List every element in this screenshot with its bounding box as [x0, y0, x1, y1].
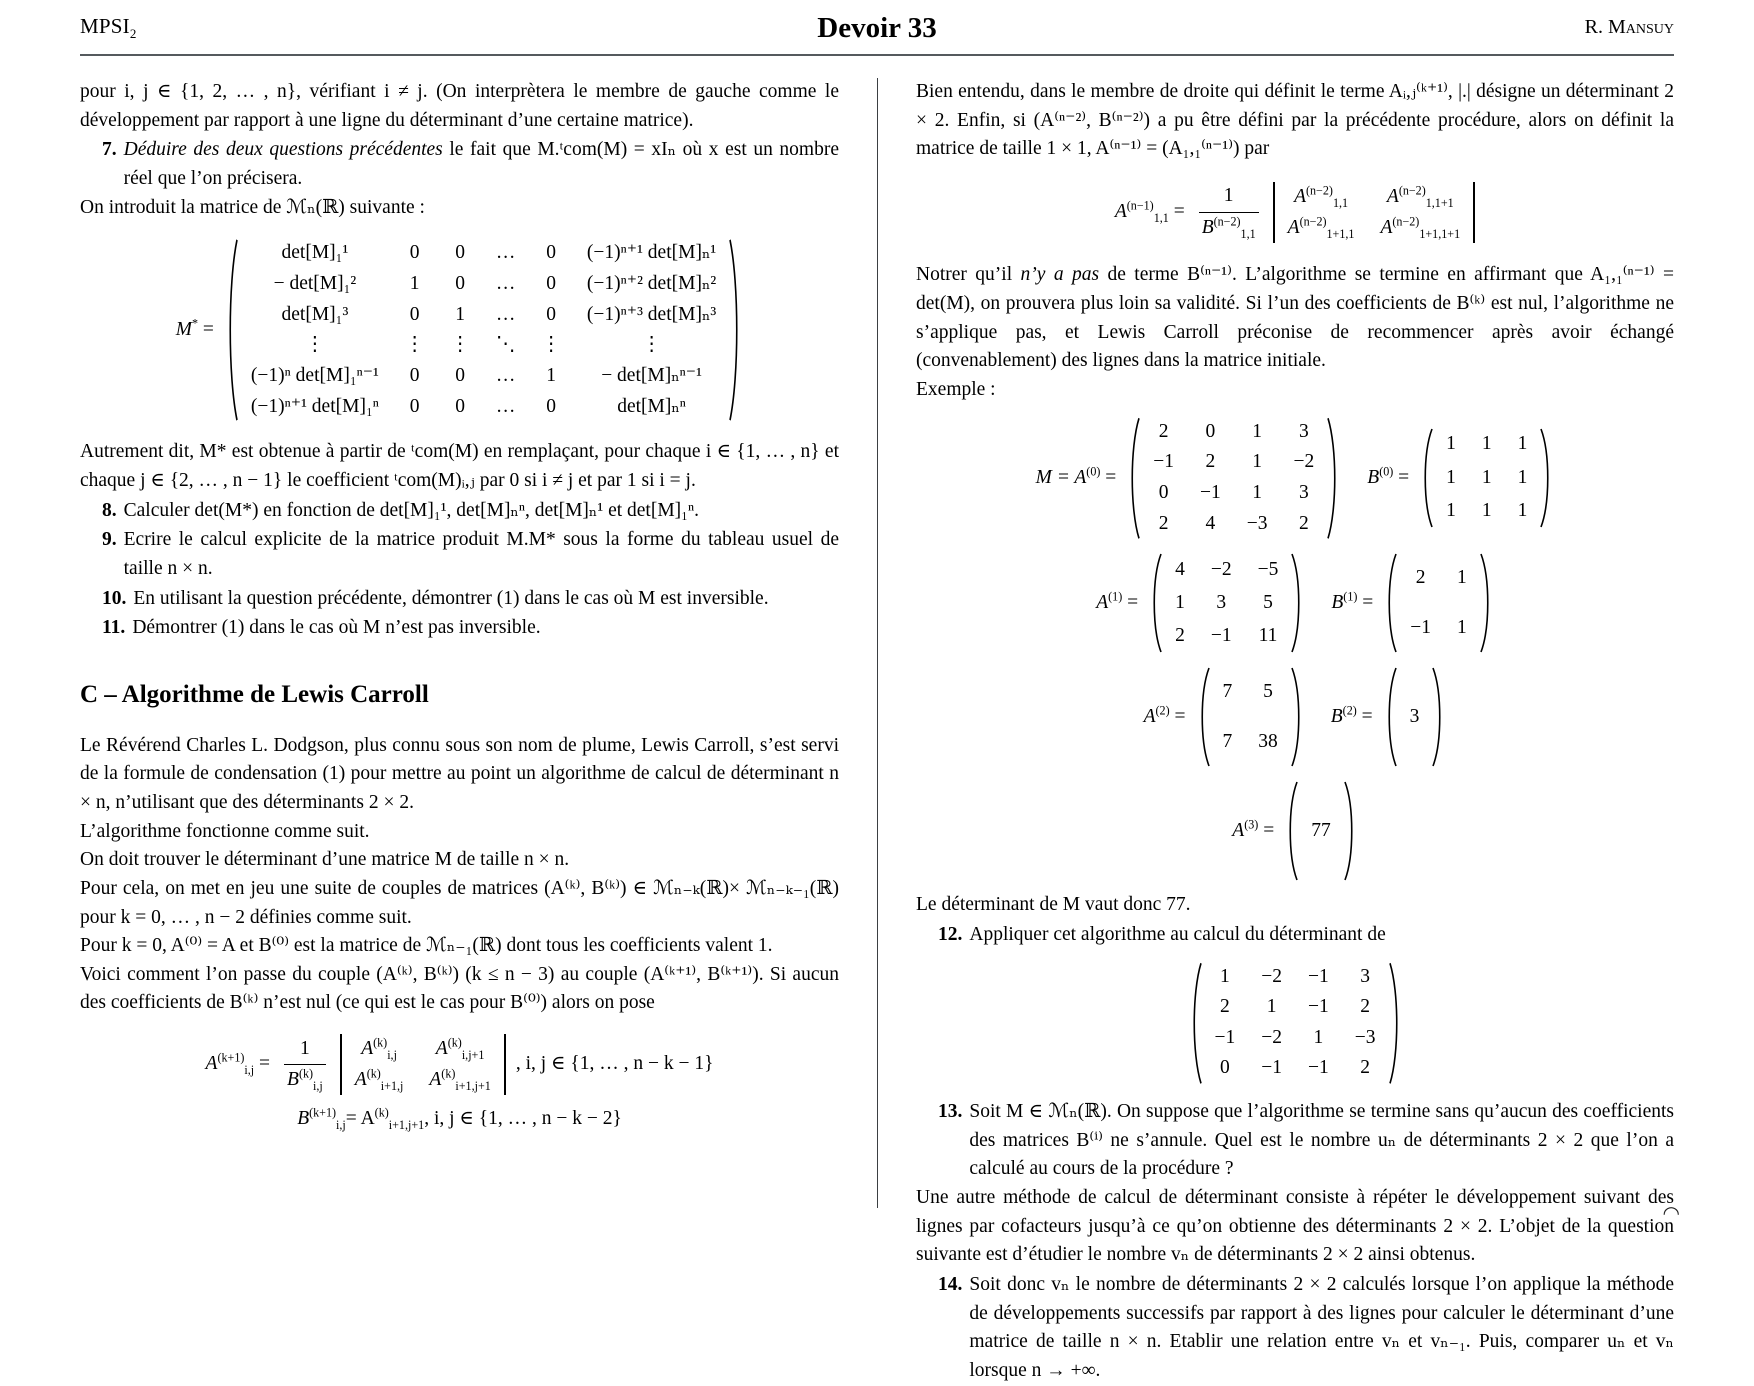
matrix-cell: −1 [1308, 965, 1329, 987]
matrix-cell: 1 [1220, 965, 1230, 987]
matrix-cell: 2 [1158, 420, 1169, 442]
matrix-cell: −2 [1261, 965, 1282, 987]
matrix-cell: (−1)ⁿ⁺² det[M]ₙ² [586, 272, 717, 294]
matrix-cell: 1 [1517, 466, 1528, 488]
matrix-b2-body [1397, 667, 1433, 767]
matrix-cell: −1 [1308, 1057, 1329, 1079]
matrix-row [238, 238, 729, 269]
matrix-cell: ⋮ [450, 334, 470, 356]
matrix-row [1202, 992, 1389, 1023]
left-paren [224, 238, 238, 422]
matrix-row [238, 300, 729, 331]
matrix-cell: 0 [409, 242, 420, 264]
question-12-number: 12. [938, 923, 963, 945]
author-name: R. Mansuy [1584, 16, 1674, 38]
matrix-a2-body [1210, 667, 1291, 767]
page-corner-mark: ◠ [1662, 1203, 1680, 1225]
matrix-cell: 1 [1252, 451, 1263, 473]
matrix-cell: −2 [1293, 451, 1315, 473]
matrix-row [1202, 1053, 1389, 1084]
matrix-cell: −1 [1308, 996, 1329, 1018]
equation-example-a2-b2 [916, 667, 1674, 767]
right-paren [1540, 428, 1554, 528]
b-rhs-subscript: i+1,j+1 [388, 1118, 425, 1133]
equation-a-lhs: $A^{(k+1)}_{i,j}$ = [205, 1050, 271, 1078]
matrix-cell: $A^{(n-2)}_{1,1}$ [1294, 183, 1349, 210]
label-b2: $B^{(2)}$ = [1330, 703, 1373, 727]
matrix-cell: −1 [1214, 1026, 1236, 1048]
paragraph-notrer-quil [916, 261, 1674, 376]
matrix-cell: ⋮ [541, 334, 561, 356]
paragraph-on-doit-trouver: On doit trouver le déterminant d’une matrice M de taille n × n. [80, 849, 570, 871]
question-13-body: Soit M ∈ ℳₙ(ℝ). On suppose que l’algorithme se termine sans qu’aucun des coefficients des matrices B⁽ⁱ⁾ ne s’annule. Quel est le nombre uₙ de déterminants 2 × 2 que l’on a calculé au cours de la procédure ? [969, 1101, 1674, 1180]
matrix-cell: 2 [1175, 625, 1185, 647]
equation-question-12-matrix [916, 962, 1674, 1085]
matrix-cell: 0 [409, 395, 420, 417]
matrix-row [1202, 1023, 1389, 1054]
matrix-cell: det[M]₁¹ [281, 242, 349, 264]
a1-text: A [1096, 591, 1109, 613]
matrix-a2 [1196, 667, 1305, 767]
matrix-row [1397, 553, 1480, 603]
matrix-cell: 1 [1446, 466, 1456, 488]
left-paren [1383, 553, 1397, 653]
matrix-cell: 0 [455, 242, 466, 264]
right-vertical-bar [504, 1034, 506, 1095]
left-paren [1284, 781, 1298, 881]
right-paren [1327, 417, 1341, 540]
determinant-2x2-a [340, 1034, 506, 1095]
determinant-a-body [342, 1034, 504, 1095]
question-7-number: 7. [102, 139, 117, 161]
matrix-cell: 7 [1222, 680, 1233, 702]
matrix-cell: (−1)ⁿ⁺¹ det[M]ₙ¹ [586, 242, 717, 264]
matrix-cell: −1 [1153, 451, 1175, 473]
matrix-cell: −5 [1257, 558, 1279, 580]
fraction-denominator-a11 [1199, 212, 1259, 243]
matrix-cell: … [495, 272, 516, 294]
matrix-cell: 0 [1158, 481, 1169, 503]
matrix-cell: … [495, 242, 516, 264]
label-m-a0: $M = A^{(0)}$ = [1035, 464, 1117, 488]
matrix-cell: (−1)ⁿ det[M]₁ⁿ⁻¹ [250, 364, 379, 386]
matrix-row [1433, 428, 1540, 461]
matrix-cell: 2 [1299, 512, 1309, 534]
matrix-cell: 0 [546, 242, 557, 264]
right-paren [1480, 553, 1494, 653]
question-10-body: En utilisant la question précédente, démontrer (1) dans le cas où M est inversible. [133, 587, 769, 609]
matrix-cell: 2 [1205, 451, 1216, 473]
matrix-cell: 3 [1360, 965, 1370, 987]
a3-text: A [1232, 819, 1245, 841]
m-a0-text: M = A [1035, 466, 1087, 488]
matrix-cell: $A^{(k)}_{i+1,j+1}$ [429, 1066, 491, 1093]
matrix-row [238, 330, 729, 361]
matrix-cell: −1 [1410, 616, 1432, 638]
fraction-numerator: 1 [300, 1037, 310, 1059]
b2-text: B [1330, 705, 1343, 727]
matrix-a3 [1284, 781, 1358, 881]
left-paren [1196, 667, 1210, 767]
matrix-cell: − det[M]ₙⁿ⁻¹ [601, 364, 702, 386]
matrix-cell: 3 [1299, 420, 1309, 442]
two-column-body [80, 78, 1674, 1382]
b-tail: , i, j ∈ {1, … , n − k − 2} [424, 1108, 622, 1130]
question-14-number: 14. [938, 1274, 963, 1296]
matrix-row [1210, 717, 1291, 767]
fraction-numerator-a11: 1 [1223, 185, 1234, 207]
right-column [877, 78, 1674, 1382]
label-b0: $B^{(0)}$ = [1367, 464, 1410, 488]
matrix-cell: 38 [1258, 730, 1278, 752]
question-10 [80, 585, 839, 614]
matrix-row [1433, 495, 1540, 528]
paragraph-autrement-dit: Autrement dit, M* est obtenue à partir de ᵗcom(M) en remplaçant, pour chaque i ∈ {1, … , n} et chaque j ∈ {2, … , n − 1} le coefficient ᵗcom(M)ᵢ,ⱼ par 0 si i ≠ j et par 1 si i = j. [80, 441, 839, 491]
matrix-row [1162, 553, 1291, 586]
b-subscript: i,j [336, 1118, 346, 1133]
matrix-cell: 0 [455, 272, 466, 294]
matrix-cell: … [495, 395, 516, 417]
matrix-b0-body [1433, 428, 1540, 528]
fraction-den-subscript: i,j [313, 1079, 323, 1094]
matrix-cell: 0 [546, 303, 557, 325]
matrix-cell: 77 [1311, 819, 1331, 841]
matrix-question-12-body [1202, 962, 1389, 1085]
right-paren [1344, 781, 1358, 881]
question-9 [80, 526, 839, 583]
matrix-cell: 1 [1457, 566, 1467, 588]
question-9-number: 9. [102, 529, 117, 551]
question-10-number: 10. [102, 587, 127, 609]
a11-lhs-superscript: (n−1) [1126, 198, 1154, 213]
matrix-cell: 1 [1446, 433, 1456, 455]
label-a3: $A^{(3)}$ = [1232, 817, 1275, 841]
equation-example-m-b0 [916, 417, 1674, 540]
header-rule [80, 54, 1674, 56]
question-8 [80, 497, 839, 526]
fraction-den-superscript-a11: (n−2) [1213, 214, 1241, 229]
matrix-cell: 2 [1360, 1057, 1370, 1079]
question-7 [80, 136, 839, 193]
matrix-a3-body [1298, 781, 1344, 881]
matrix-cell: −3 [1246, 512, 1268, 534]
matrix-cell: 1 [1446, 499, 1456, 521]
matrix-cell: 0 [546, 272, 557, 294]
matrix-cell: 1 [1252, 481, 1263, 503]
paragraph-pour-ij: pour i, j ∈ {1, 2, … , n}, vérifiant i ≠ j. (On interprètera le membre de gauche comme le développement par rapport à une ligne du déterminant d’une certaine matrice). [80, 81, 839, 131]
matrix-cell: 2 [1220, 996, 1230, 1018]
left-paren [1188, 962, 1202, 1085]
matrix-cell: 1 [1175, 591, 1185, 613]
question-8-number: 8. [102, 499, 117, 521]
matrix-cell: 0 [409, 364, 420, 386]
matrix-cell: −2 [1210, 558, 1232, 580]
equation-a-k-plus-1 [80, 1034, 839, 1095]
matrix-cell: 0 [1205, 420, 1216, 442]
matrix-cell: 1 [546, 364, 557, 386]
matrix-cell: −1 [1261, 1057, 1282, 1079]
matrix-cell: 5 [1263, 591, 1273, 613]
matrix-m-a0 [1126, 417, 1341, 540]
matrix-cell: ⋮ [404, 334, 425, 356]
fraction-denominator [284, 1064, 326, 1095]
b1-text: B [1331, 591, 1344, 613]
a-lhs-subscript: i,j [244, 1063, 255, 1078]
matrix-row [1140, 478, 1327, 509]
equation-matrix-mstar [80, 238, 839, 422]
paragraph-voici-comment: Voici comment l’on passe du couple (A⁽ᵏ⁾, B⁽ᵏ⁾) (k ≤ n − 3) au couple (A⁽ᵏ⁺¹⁾, B⁽ᵏ⁺¹⁾). Si aucun des coefficients de B⁽ᵏ⁾ n’est nul (ce qui est le cas pour B⁽⁰⁾) alors on pose [80, 963, 839, 1014]
question-14-body: Soit donc vₙ le nombre de déterminants 2 × 2 calculés lorsque l’on applique la méthode de développements successifs par rapport à des lignes pour calculer le déterminant d’une matrice de taille n × n. Etablir une relation entre vₙ et vₙ₋₁. Puis, comparer uₙ et vₙ lorsque n → +∞. [969, 1274, 1674, 1382]
fraction-den-superscript: (k) [298, 1066, 314, 1081]
matrix-cell: … [495, 364, 516, 386]
notrer-italic: n’y a pas [1020, 264, 1100, 286]
matrix-cell: 1 [1481, 499, 1492, 521]
matrix-cell: −2 [1261, 1026, 1282, 1048]
matrix-cell: −1 [1210, 625, 1232, 647]
matrix-cell: 1 [1313, 1026, 1324, 1048]
question-12-body: Appliquer cet algorithme au calcul du déterminant de [969, 923, 1386, 945]
question-12 [916, 921, 1674, 950]
matrix-b0 [1419, 428, 1554, 528]
fraction-one-over-b [284, 1035, 326, 1095]
matrix-row [1397, 603, 1480, 653]
matrix-cell: … [495, 303, 516, 325]
matrix-cell: (−1)ⁿ⁺³ det[M]ₙ³ [586, 303, 717, 325]
matrix-mstar [224, 238, 743, 422]
right-paren [1291, 667, 1305, 767]
question-9-body: Ecrire le calcul explicite de la matrice produit M.M* sous la forme du tableau usuel de taille n × n. [123, 529, 839, 579]
left-paren [1148, 553, 1162, 653]
equation-a-n-minus-1 [916, 182, 1674, 243]
matrix-row [342, 1034, 504, 1065]
a1-superscript: (1) [1108, 589, 1123, 604]
notrer-rest: de terme B⁽ⁿ⁻¹⁾. L’algorithme se termine en affirmant que A₁,₁⁽ⁿ⁻¹⁾ = det(M), on prouvera plus loin sa validité. Si l’un des coefficients de B⁽ᵏ⁾ est nul, l’algorithme ne s’applique pas, et Lewis Carroll préconise de recommencer après avoir échangé (convenablement) des lignes dans la matrice initiale. [916, 264, 1674, 372]
matrix-row [1140, 447, 1327, 478]
matrix-cell: det[M]ₙⁿ [617, 395, 686, 417]
matrix-row [1275, 213, 1473, 244]
question-13 [916, 1098, 1674, 1184]
matrix-row [238, 361, 729, 392]
matrix-b1-body [1397, 553, 1480, 653]
matrix-cell: $A^{(n-2)}_{1+1,1+1}$ [1380, 214, 1461, 241]
left-paren [1126, 417, 1140, 540]
right-paren [1291, 553, 1305, 653]
b-equals-a: = A [345, 1108, 375, 1130]
equation-example-a3 [916, 781, 1674, 881]
equation-b-expression [297, 1105, 622, 1134]
a2-superscript: (2) [1155, 703, 1170, 718]
matrix-row [238, 269, 729, 300]
paragraph-lewis-carroll-intro: Le Révérend Charles L. Dodgson, plus connu sous son nom de plume, Lewis Carroll, s’est servi de la formule de condensation (1) pour mettre au point un algorithme de calcul de déterminant n × n, n’utilisant que des déterminants 2 × 2. [80, 734, 839, 813]
matrix-cell: ⋮ [305, 334, 325, 356]
matrix-cell: 1 [1252, 420, 1263, 442]
matrix-cell: 0 [1220, 1057, 1230, 1079]
matrix-row [1162, 587, 1291, 620]
matrix-cell: 4 [1205, 512, 1216, 534]
matrix-row [1298, 781, 1344, 881]
b-rhs-superscript: (k) [374, 1105, 389, 1120]
b1-superscript: (1) [1343, 589, 1358, 604]
left-column [80, 78, 877, 1208]
question-11-body: Démontrer (1) dans le cas où M n’est pas inversible. [132, 617, 541, 639]
matrix-cell: 2 [1158, 512, 1169, 534]
matrix-m-a0-body [1140, 417, 1327, 540]
b0-text: B [1367, 466, 1380, 488]
example-label: Exemple : [916, 378, 996, 400]
matrix-cell: 0 [409, 303, 420, 325]
page-header [80, 14, 1674, 52]
right-paren [1389, 962, 1403, 1085]
course-label-subscript: 2 [129, 26, 137, 42]
fraction-den-symbol: B [287, 1069, 299, 1091]
matrix-cell: 1 [1481, 466, 1492, 488]
matrix-cell: 3 [1299, 481, 1309, 503]
matrix-row [1433, 461, 1540, 494]
matrix-cell: 1 [409, 272, 420, 294]
equation-a-tail: , i, j ∈ {1, … , n − k − 1} [515, 1053, 714, 1075]
equation-b-k-plus-1 [80, 1105, 839, 1134]
matrix-cell: 1 [1517, 499, 1528, 521]
matrix-cell: ⋮ [641, 334, 662, 356]
matrix-row [1275, 182, 1473, 213]
label-a2: $A^{(2)}$ = [1143, 703, 1186, 727]
paragraph-determinant-vaut: Le déterminant de M vaut donc 77. [916, 894, 1191, 916]
matrix-cell: 1 [1481, 433, 1492, 455]
matrix-cell: 3 [1216, 591, 1227, 613]
fraction-den-symbol-a11: B [1201, 217, 1214, 239]
question-7-rest: le fait que M.ᵗcom(M) = xIₙ où x est un nombre réel que l’on précisera. [123, 139, 839, 189]
matrix-b1 [1383, 553, 1494, 653]
paragraph-bien-entendu: Bien entendu, dans le membre de droite qui définit le terme Aᵢ,ⱼ⁽ᵏ⁺¹⁾, |.| désigne un déterminant 2 × 2. Enfin, si (A⁽ⁿ⁻²⁾, B⁽ⁿ⁻²⁾) a pu être défini par la précédente procédure, alors on définit la matrice de taille 1 × 1, A⁽ⁿ⁻¹⁾ = (A₁,₁⁽ⁿ⁻¹⁾) par [916, 81, 1674, 160]
b-symbol: B [297, 1108, 310, 1130]
matrix-b2 [1383, 667, 1447, 767]
matrix-cell: 5 [1263, 680, 1273, 702]
matrix-cell: 2 [1415, 566, 1426, 588]
matrix-cell: $A^{(n-2)}_{1+1,1}$ [1287, 214, 1355, 241]
matrix-cell: $A^{(k)}_{i,j+1}$ [435, 1035, 485, 1063]
determinant-a11-body [1275, 182, 1473, 243]
matrix-row [238, 392, 729, 423]
right-paren [1432, 667, 1446, 767]
a-lhs-superscript: (k+1) [217, 1050, 245, 1065]
equation-a11-lhs: $A^{(n-1)}_{1,1}$ = [1114, 198, 1185, 226]
matrix-cell: $A^{(k)}_{i+1,j}$ [354, 1066, 404, 1093]
matrix-a1-body [1162, 553, 1291, 653]
matrix-mstar-body [238, 238, 729, 422]
equation-example-a1-b1 [916, 553, 1674, 653]
matrix-a1 [1148, 553, 1305, 653]
matrix-cell: 4 [1175, 558, 1185, 580]
matrix-mstar-label: M* = [175, 316, 214, 340]
matrix-row [1140, 509, 1327, 540]
b0-superscript: (0) [1379, 464, 1394, 479]
b2-superscript: (2) [1342, 703, 1357, 718]
matrix-cell: 0 [455, 364, 466, 386]
matrix-row [342, 1065, 504, 1096]
matrix-row [1162, 620, 1291, 653]
question-8-body: Calculer det(M*) en fonction de det[M]₁¹, det[M]ₙⁿ, det[M]ₙ¹ et det[M]₁ⁿ. [123, 499, 699, 521]
matrix-cell: 11 [1258, 625, 1278, 647]
matrix-cell: det[M]₁³ [281, 303, 349, 325]
fraction-den-subscript-a11: 1,1 [1240, 227, 1256, 242]
determinant-2x2-a11 [1273, 182, 1475, 243]
b-superscript: (k+1) [309, 1105, 337, 1120]
paragraph-algorithme-fonctionne: L’algorithme fonctionne comme suit. [80, 820, 370, 842]
matrix-cell: −1 [1200, 481, 1221, 503]
m-a0-superscript: (0) [1086, 464, 1101, 479]
matrix-cell: 1 [1517, 433, 1528, 455]
matrix-cell: − det[M]₁² [273, 272, 357, 294]
course-label-text: MPSI [80, 14, 130, 38]
notrer-prefix: Notrer qu’il [916, 264, 1013, 286]
matrix-cell: 1 [1457, 616, 1467, 638]
section-heading-c: C – Algorithme de Lewis Carroll [80, 680, 429, 708]
question-7-italic: Déduire des deux questions précédentes [123, 139, 443, 161]
question-11-number: 11. [102, 617, 126, 639]
matrix-row [1140, 417, 1327, 448]
matrix-cell: 0 [546, 395, 557, 417]
matrix-cell: 3 [1409, 705, 1420, 727]
a3-superscript: (3) [1244, 817, 1259, 832]
question-7-body [124, 136, 839, 193]
page-title: Devoir 33 [817, 12, 937, 44]
paragraph-autre-methode: Une autre méthode de calcul de déterminant consiste à répéter le développement suivant des lignes par cofacteurs jusqu’à ce qu’on obtienne des déterminants 2 × 2. L’objet de la question suivante est d’étudier le nombre vₙ de déterminants 2 × 2 ainsi obtenus. [916, 1187, 1674, 1266]
label-b1: $B^{(1)}$ = [1331, 589, 1374, 613]
question-13-number: 13. [938, 1101, 963, 1123]
matrix-cell: −3 [1354, 1026, 1376, 1048]
matrix-cell: 2 [1360, 996, 1370, 1018]
matrix-cell: (−1)ⁿ⁺¹ det[M]₁ⁿ [250, 395, 379, 417]
a11-lhs-subscript: 1,1 [1153, 211, 1169, 226]
matrix-cell: 1 [455, 303, 466, 325]
right-paren [729, 238, 743, 422]
matrix-cell: 1 [1266, 996, 1277, 1018]
matrix-cell: ⋱ [495, 334, 516, 356]
matrix-cell: 0 [455, 395, 466, 417]
label-a1: $A^{(1)}$ = [1096, 589, 1139, 613]
question-14 [916, 1271, 1674, 1386]
matrix-row [1397, 667, 1433, 767]
matrix-row [1202, 962, 1389, 993]
matrix-question-12 [1188, 962, 1403, 1085]
question-11 [80, 614, 839, 643]
paragraph-pour-k0: Pour k = 0, A⁽⁰⁾ = A et B⁽⁰⁾ est la matrice de ℳₙ₋₁(ℝ) dont tous les coefficients valent 1. [80, 935, 773, 957]
intro-matrix-sentence: On introduit la matrice de ℳₙ(ℝ) suivante : [80, 196, 425, 218]
right-vertical-bar [1473, 182, 1475, 243]
a2-text: A [1143, 705, 1156, 727]
matrix-cell: $A^{(k)}_{i,j}$ [361, 1035, 397, 1063]
left-paren [1419, 428, 1433, 528]
fraction-one-over-b11 [1199, 182, 1259, 242]
matrix-row [1210, 667, 1291, 717]
matrix-cell: 7 [1222, 730, 1233, 752]
paragraph-pour-cela: Pour cela, on met en jeu une suite de couples de matrices (A⁽ᵏ⁾, B⁽ᵏ⁾) ∈ ℳₙ₋ₖ(ℝ)× ℳₙ₋ₖ₋₁(ℝ) pour k = 0, … , n − 2 définies comme suit. [80, 877, 839, 928]
left-paren [1383, 667, 1397, 767]
matrix-cell: $A^{(n-2)}_{1,1+1}$ [1386, 183, 1454, 210]
